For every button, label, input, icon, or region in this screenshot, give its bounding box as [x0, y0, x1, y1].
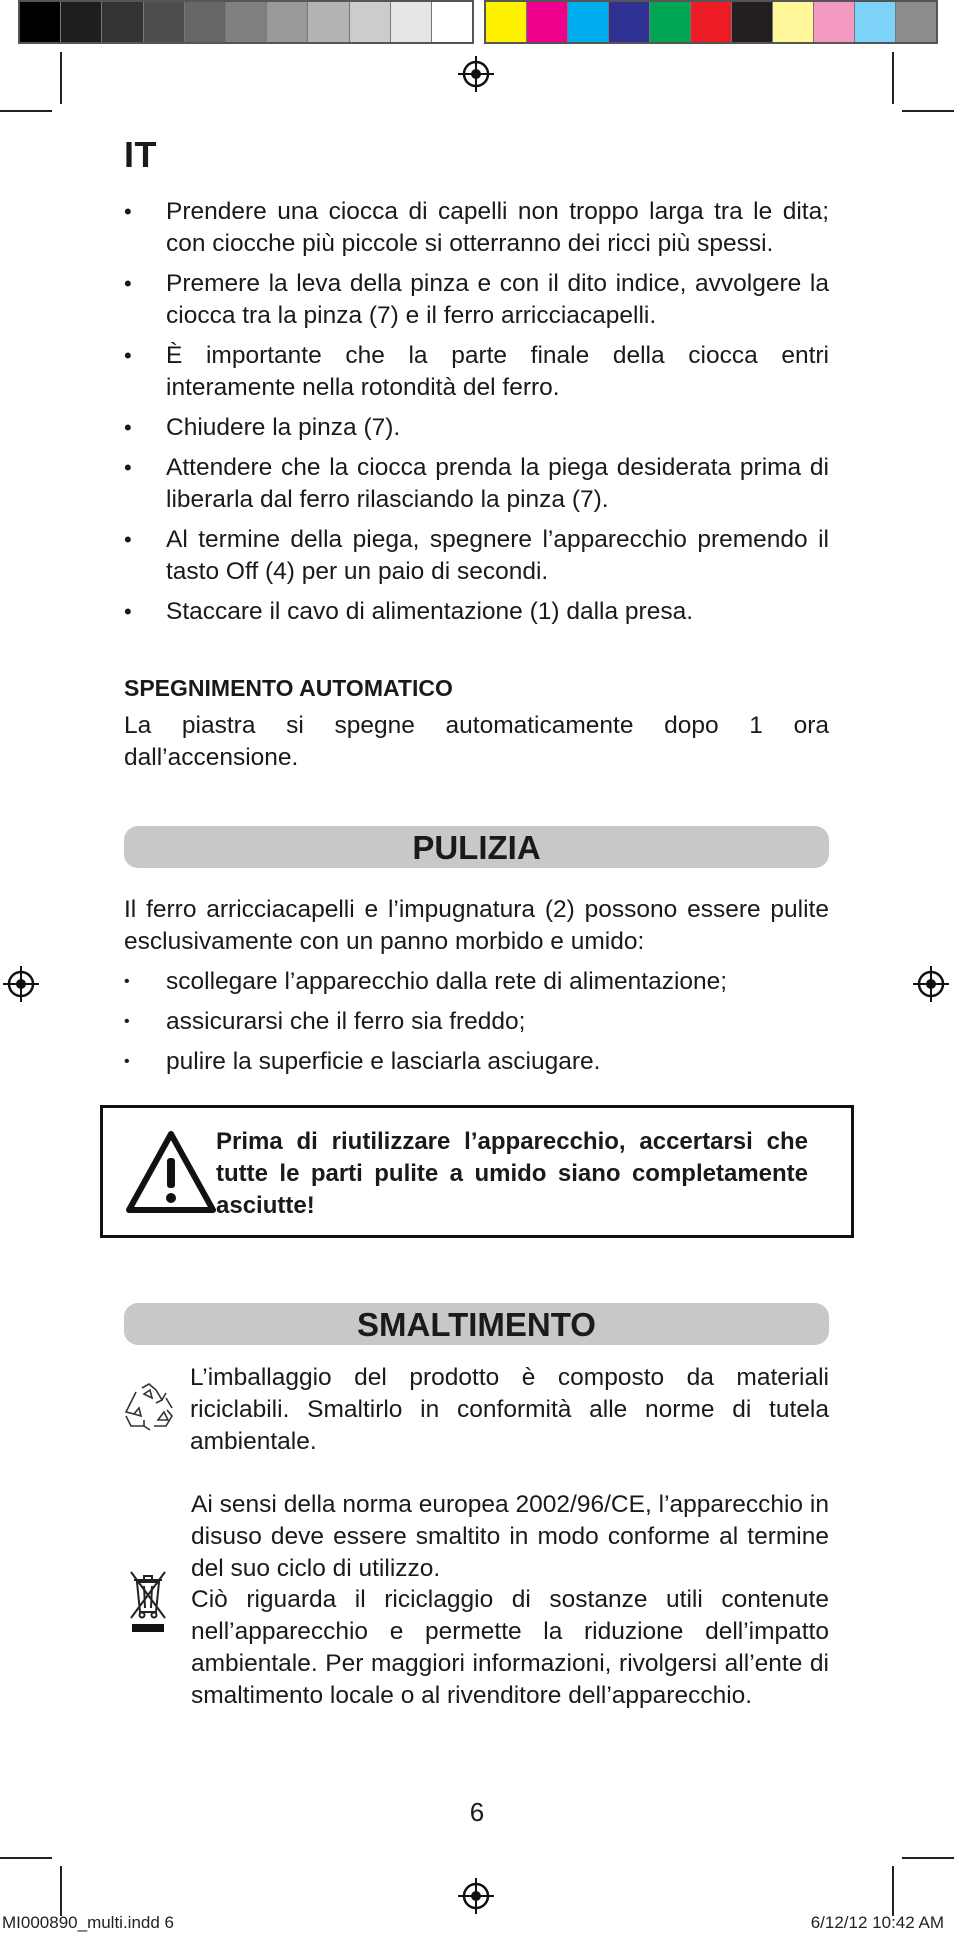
color-swatch — [814, 2, 855, 42]
crop-mark — [902, 1857, 954, 1859]
crop-mark — [60, 52, 62, 104]
footer-timestamp: 6/12/12 10:42 AM — [810, 1913, 944, 1932]
crop-mark — [892, 52, 894, 104]
list-item — [124, 340, 829, 404]
bullet-icon: • — [124, 1053, 130, 1070]
color-swatch — [391, 2, 432, 42]
registration-mark-icon — [913, 966, 949, 1002]
list-item — [124, 524, 829, 588]
crop-mark — [892, 1866, 894, 1916]
list-item-text: Chiudere la pinza (7). — [166, 414, 401, 441]
pulizia-list — [124, 966, 829, 1078]
weee-text-1: Ai sensi della norma europea 2002/96/CE, l’apparecchio in disuso deve essere smaltito in modo conforme al termine del suo ciclo di utilizzo. — [191, 1491, 829, 1582]
color-swatch — [691, 2, 732, 42]
color-swatch — [855, 2, 896, 42]
list-item — [124, 452, 829, 516]
recycle-icon — [122, 1382, 176, 1432]
bullet-icon: • — [124, 415, 132, 440]
grayscale-color-bar — [18, 0, 474, 44]
color-swatch — [226, 2, 267, 42]
list-item-text: È importante che la parte finale della ciocca entri interamente nella rotondità del ferro. — [166, 342, 829, 401]
list-item — [124, 268, 829, 332]
list-item-text: Staccare il cavo di alimentazione (1) dalla presa. — [166, 598, 694, 625]
crop-mark — [60, 1866, 62, 1916]
recycle-text: L’imballaggio del prodotto è composto da materiali riciclabili. Smaltirlo in conformità alle norme di tutela ambientale. — [190, 1364, 829, 1455]
color-swatch — [609, 2, 650, 42]
list-item-text: assicurarsi che il ferro sia freddo; — [166, 1008, 526, 1035]
list-item — [124, 1006, 829, 1038]
list-item-text: Attendere che la ciocca prenda la piega desiderata prima di liberarla dal ferro rilasciando la pinza (7). — [166, 454, 829, 513]
footer-file-info: MI000890_multi.indd 6 — [2, 1913, 175, 1932]
color-swatch — [732, 2, 773, 42]
smaltimento-heading: SMALTIMENTO — [124, 1303, 829, 1345]
color-swatch — [20, 2, 61, 42]
crop-mark — [0, 1857, 52, 1859]
bullet-icon: • — [124, 527, 132, 552]
crop-mark — [0, 110, 52, 112]
registration-mark-icon — [3, 966, 39, 1002]
list-item — [124, 596, 829, 628]
list-item-text: Prendere una ciocca di capelli non troppo larga tra le dita; con ciocche più piccole si otterranno dei ricci più spessi. — [166, 198, 829, 257]
bullet-icon: • — [124, 1013, 130, 1030]
list-item-text: Al termine della piega, spegnere l’apparecchio premendo il tasto Off (4) per un paio di secondi. — [166, 526, 829, 585]
color-swatch — [896, 2, 936, 42]
warning-box — [100, 1105, 854, 1238]
color-swatch — [61, 2, 102, 42]
bullet-icon: • — [124, 271, 132, 296]
crop-mark — [902, 110, 954, 112]
list-item — [124, 412, 829, 444]
list-item-text: scollegare l’apparecchio dalla rete di alimentazione; — [166, 968, 728, 995]
color-swatch — [144, 2, 185, 42]
color-swatch — [650, 2, 691, 42]
color-swatch — [185, 2, 226, 42]
color-swatch — [308, 2, 349, 42]
process-color-bar — [484, 0, 938, 44]
list-item — [124, 966, 829, 998]
color-swatch — [102, 2, 143, 42]
auto-off-section — [124, 672, 829, 774]
bullet-icon: • — [124, 199, 132, 224]
warning-triangle-icon — [123, 1128, 219, 1216]
color-swatch — [486, 2, 527, 42]
language-label: IT — [124, 134, 157, 175]
color-swatch — [432, 2, 472, 42]
pulizia-section — [124, 894, 829, 1086]
color-swatch — [773, 2, 814, 42]
bullet-icon: • — [124, 973, 130, 990]
auto-off-text: La piastra si spegne automaticamente dopo 1 ora dall’accensione. — [124, 712, 829, 771]
registration-mark-icon — [458, 56, 494, 92]
weee-text-2: Ciò riguarda il riciclaggio di sostanze utili contenute nell’apparecchio e permette la riduzione dell’impatto ambientale. Per maggiori informazioni, rivolgersi all’ente di smaltimento locale o al rivenditore dell’apparecchio. — [191, 1586, 829, 1709]
crossed-bin-icon — [128, 1568, 168, 1634]
color-swatch — [568, 2, 609, 42]
instructions-section — [124, 196, 829, 636]
pulizia-intro: Il ferro arricciacapelli e l’impugnatura (2) possono essere pulite esclusivamente con un panno morbido e umido: — [124, 896, 829, 955]
color-swatch — [267, 2, 308, 42]
warning-text: Prima di riutilizzare l’apparecchio, accertarsi che tutte le parti pulite a umido siano completamente asciutte! — [216, 1128, 808, 1219]
registration-mark-icon — [458, 1878, 494, 1914]
bullet-icon: • — [124, 599, 132, 624]
list-item-text: Premere la leva della pinza e con il dito indice, avvolgere la ciocca tra la pinza (7) e il ferro arricciacapelli. — [166, 270, 829, 329]
list-item — [124, 196, 829, 260]
page-number: 6 — [469, 1797, 485, 1827]
bullet-icon: • — [124, 455, 132, 480]
pulizia-heading: PULIZIA — [124, 826, 829, 868]
instructions-list — [124, 196, 829, 628]
auto-off-heading: SPEGNIMENTO AUTOMATICO — [124, 675, 453, 701]
list-item-text: pulire la superficie e lasciarla asciugare. — [166, 1048, 601, 1075]
color-swatch — [350, 2, 391, 42]
list-item — [124, 1046, 829, 1078]
color-swatch — [527, 2, 568, 42]
bullet-icon: • — [124, 343, 132, 368]
